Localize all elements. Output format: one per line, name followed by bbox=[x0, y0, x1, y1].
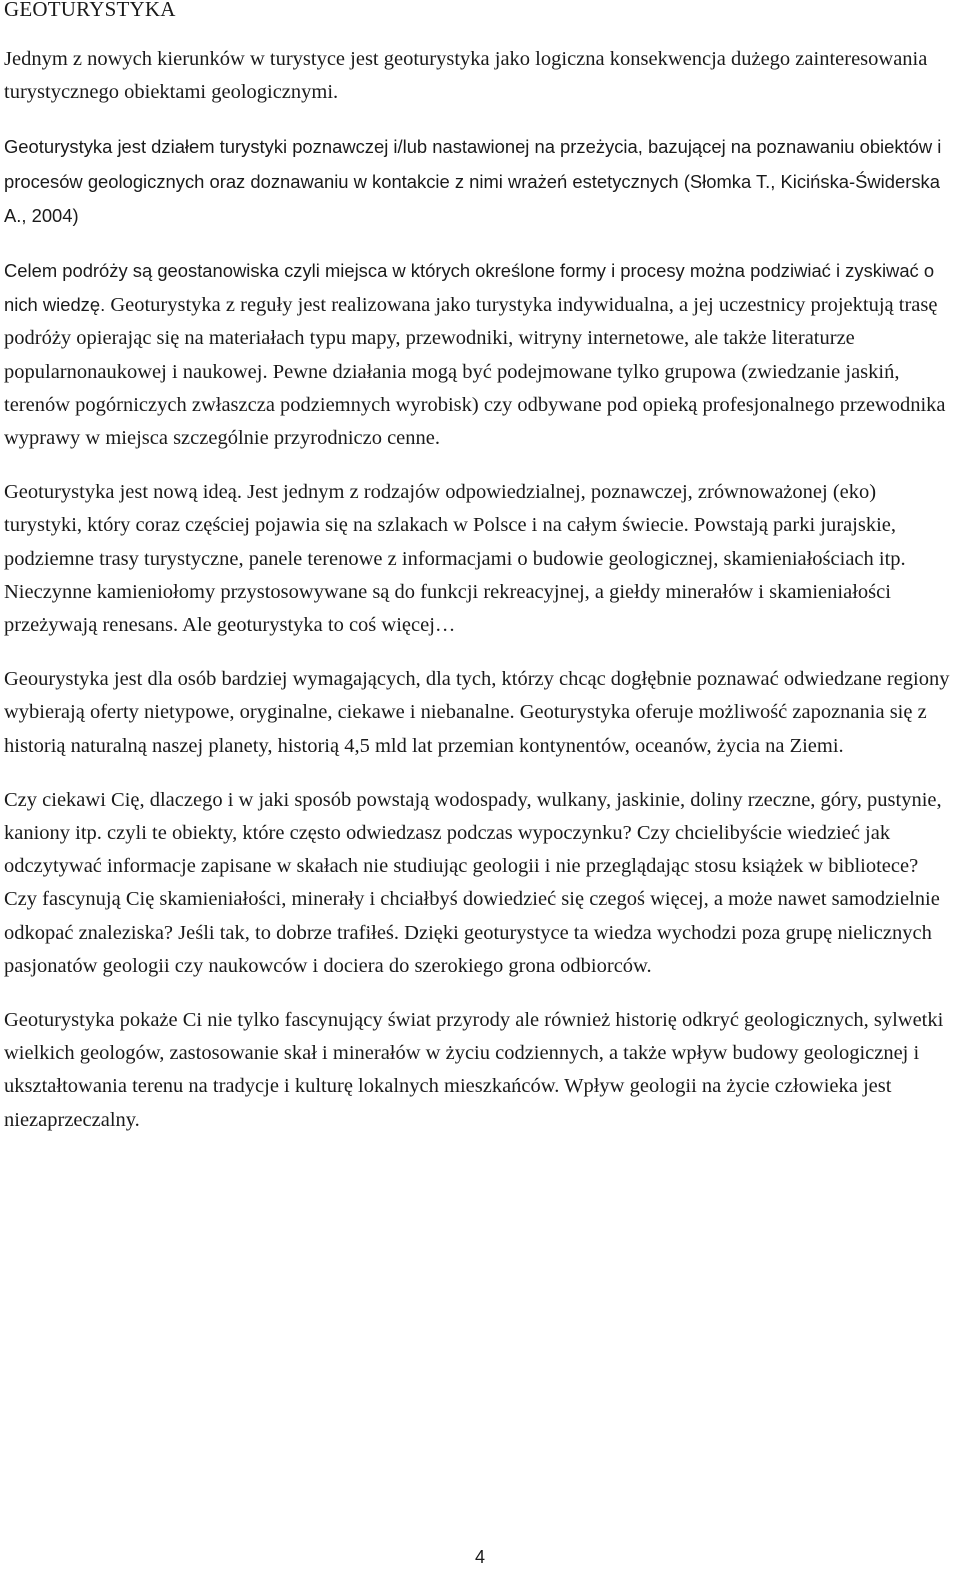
paragraph-demanding bbox=[4, 663, 956, 763]
paragraph-text: Geoturystyka jest nową ideą. Jest jednym z rodzajów odpowiedzialnej, poznawczej, zrównoważonej (eko) turystyki, który coraz częściej pojawia się na szlakach w Polsce i na całym świecie. Powstają parki jurajskie, podziemne trasy turystyczne, panele terenowe z informacjami o budowie geologicznej, skamieniałościach itp. Nieczynne kamieniołomy przystosowywane są do funkcji rekreacyjnej, a giełdy minerałów i skamieniałości przeżywają renesans. Ale geoturystyka to coś więcej… bbox=[4, 481, 906, 637]
paragraph-text: Geoturystyka jest działem turystyki poznawczej i/lub nastawionej na przeżycia, bazującej na poznawaniu obiektów i procesów geologicznych oraz doznawaniu w kontakcie z nimi wrażeń estetycznych (Słomka T., Kicińska-Świderska A., 2004) bbox=[4, 136, 942, 226]
document-title: GEOTURYSTYKA bbox=[4, 0, 176, 21]
paragraph-text: Geoturystyka pokaże Ci nie tylko fascynujący świat przyrody ale również historię odkryć geologicznych, sylwetki wielkich geologów, zastosowanie skał i minerałów w życiu codziennych, a także wpływ budowy geologicznej i ukształtowania terenu na tradycje i kulturę lokalnych mieszkańców. Wpływ geologii na życie człowieka jest niezaprzeczalny. bbox=[4, 1009, 944, 1131]
paragraph-text: Jednym z nowych kierunków w turystyce jest geoturystyka jako logiczna konsekwencja dużego zainteresowania turystycznego obiektami geologicznymi. bbox=[4, 48, 928, 104]
paragraph-text: Geourystyka jest dla osób bardziej wymagających, dla tych, którzy chcąc dogłębnie poznawać odwiedzane regiony wybierają oferty nietypowe, oryginalne, ciekawe i niebanalne. Geoturystyka oferuje możliwość zapoznania się z historią naturalną naszej planety, historią 4,5 mld lat przemian kontynentów, oceanów, życia na Ziemi. bbox=[4, 668, 950, 757]
paragraph-text: Czy ciekawi Cię, dlaczego i w jaki sposób powstają wodospady, wulkany, jaskinie, doliny rzeczne, góry, pustynie, kaniony itp. czyli te obiekty, które często odwiedzasz podczas wypoczynku? Czy chcielibyście wiedzieć jak odczytywać informacje zapisane w skałach nie studiując geologii i nie przeglądając stosu książek w bibliotece? Czy fascynują Cię skamieniałości, minerały i chciałbyś dowiedzieć się czegoś więcej, a może nawet samodzielnie odkopać znaleziska? Jeśli tak, to dobrze trafiłeś. Dzięki geoturystyce ta wiedza wychodzi poza grupę nielicznych pasjonatów geologii czy naukowców i dociera do szerokiego grona odbiorców. bbox=[4, 788, 942, 977]
document-page bbox=[4, 0, 956, 1137]
paragraph-intro bbox=[4, 43, 956, 109]
paragraph-definition bbox=[4, 130, 956, 233]
paragraph-questions bbox=[4, 784, 956, 983]
paragraph-new-idea bbox=[4, 476, 956, 642]
paragraph-text-sans: Celem podróży są geostanowiska czyli miejsca w których określone formy i procesy można podziwiać i zyskiwać o nich wiedzę. bbox=[4, 260, 935, 316]
paragraph-travel-goal bbox=[4, 254, 956, 455]
paragraph-conclusion bbox=[4, 1004, 956, 1137]
paragraph-text: Geoturystyka z reguły jest realizowana jako turystyka indywidualna, a jej uczestnicy projektują trasę podróży opierając się na materiałach typu mapy, przewodniki, witryny internetowe, ale także literaturze popularnonaukowej i naukowej. Pewne działania mogą być podejmowane tylko grupowa (zwiedzanie jaskiń, terenów pogórniczych zwłaszcza podziemnych wyrobisk) czy odbywane pod opieką profesjonalnego przewodnika wyprawy w miejsca szczególnie przyrodniczo cenne. bbox=[4, 294, 946, 450]
page-number: 4 bbox=[474, 1547, 485, 1567]
